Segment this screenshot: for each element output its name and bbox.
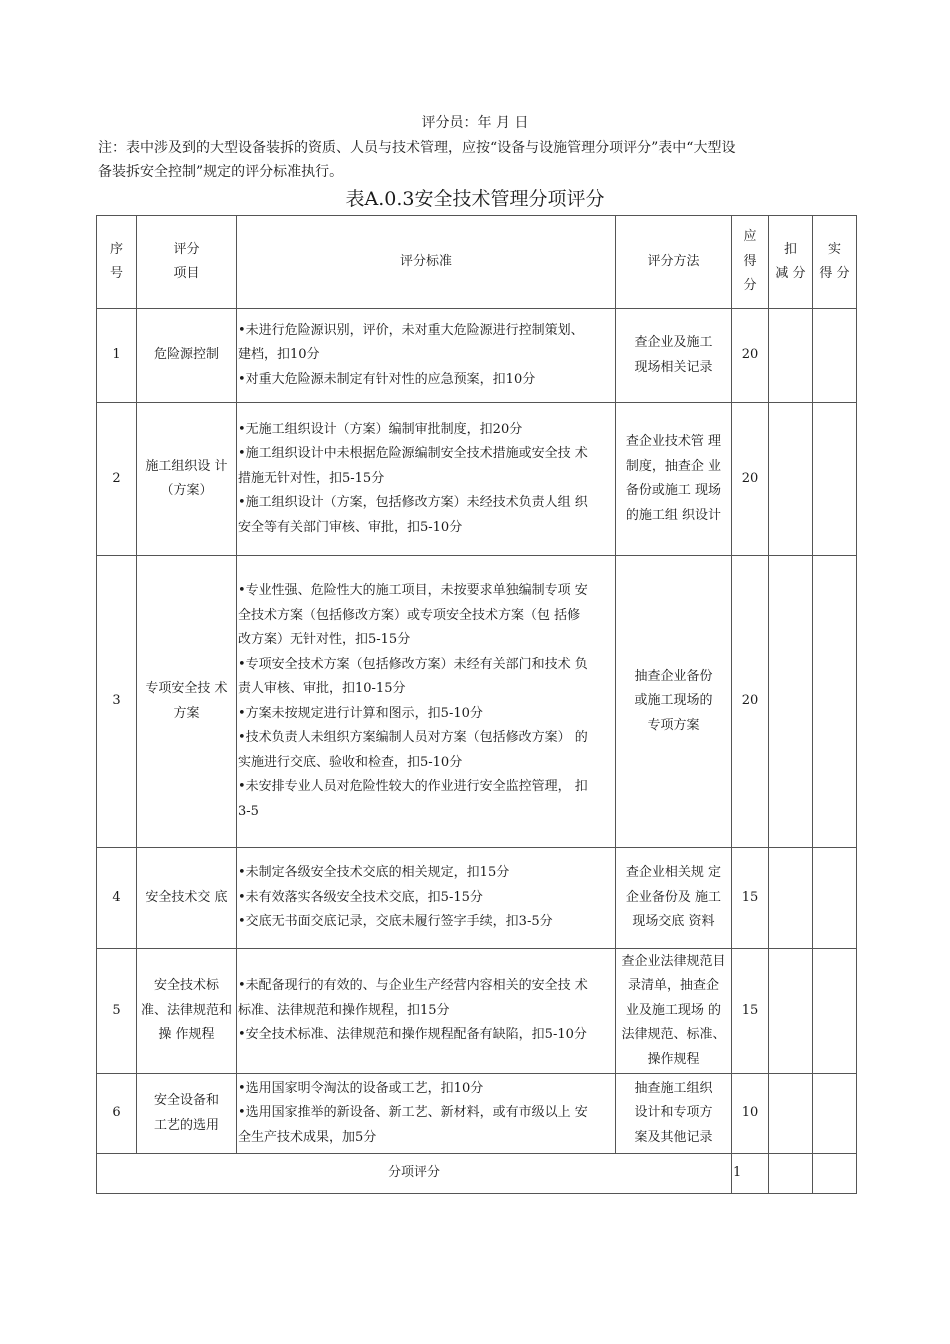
- row-due-score: 15: [732, 949, 769, 1074]
- row-seq: 5: [97, 949, 137, 1074]
- table-row: [97, 403, 857, 556]
- header-seq: 序 号: [97, 216, 137, 309]
- row-item: 危险源控制: [137, 309, 237, 403]
- row-item: 安全技术交 底: [137, 848, 237, 949]
- scoring-table: [96, 215, 857, 1194]
- header-method: 评分方法: [616, 216, 732, 309]
- row-standard: •无施工组织设计（方案）编制审批制度，扣20分 •施工组织设计中未根据危险源编制安全技术措施或安全技 术 措施无针对性，扣5-15分 •施工组织设计（方案，包括修改方案）未经技术负责人组 织 安全等有关部门审核、审批，扣5-10分: [237, 403, 616, 556]
- row-actual-cell: [813, 556, 857, 848]
- subtotal-label: 分项评分: [97, 1154, 732, 1194]
- row-method: 查企业法律规范目 录清单，抽查企 业及施工现场 的 法律规范、标准、 操作规程: [616, 949, 732, 1074]
- row-item: 施工组织设 计 （方案）: [137, 403, 237, 556]
- table-note: [98, 136, 858, 184]
- subtotal-deduct-cell: [769, 1154, 813, 1194]
- row-seq: 1: [97, 309, 137, 403]
- row-method: 查企业技术管 理 制度，抽查企 业 备份或施工 现场 的施工组 织设计: [616, 403, 732, 556]
- subtotal-row: [97, 1154, 857, 1194]
- note-line-2: 备装拆安全控制”规定的评分标准执行。: [98, 164, 344, 180]
- row-item: 安全技术标 准、法律规范和 操 作规程: [137, 949, 237, 1074]
- row-item: 安全设备和 工艺的选用: [137, 1074, 237, 1154]
- subtotal-due: 1: [732, 1154, 769, 1194]
- row-item: 专项安全技 术 方案: [137, 556, 237, 848]
- row-deduct-cell: [769, 1074, 813, 1154]
- table-title: 表A.0.3安全技术管理分项评分: [345, 188, 605, 210]
- subtotal-actual-cell: [813, 1154, 857, 1194]
- row-standard: •专业性强、危险性大的施工项目，未按要求单独编制专项 安 全技术方案（包括修改方案）或专项安全技术方案（包 括修 改方案）无针对性，扣5-15分 •专项安全技术方案（包括修改方案）未经有关部门和技术 负 责人审核、审批，扣10-15分 •方案未按规定进行计算和图示，扣5-10分 •技术负责人未组织方案编制人员对方案（包括修改方案） 的 实施进行交底、验收和检查，扣5-10分 •未安排专业人员对危险性较大的作业进行安全监控管理， 扣 3-5: [237, 556, 616, 848]
- row-actual-cell: [813, 949, 857, 1074]
- header-standard: 评分标准: [237, 216, 616, 309]
- row-due-score: 20: [732, 556, 769, 848]
- row-actual-cell: [813, 403, 857, 556]
- table-row: [97, 1074, 857, 1154]
- row-deduct-cell: [769, 309, 813, 403]
- row-standard: •未配备现行的有效的、与企业生产经营内容相关的安全技 术 标准、法律规范和操作规程，扣15分 •安全技术标准、法律规范和操作规程配备有缺陷，扣5-10分: [237, 949, 616, 1074]
- row-due-score: 20: [732, 309, 769, 403]
- row-seq: 4: [97, 848, 137, 949]
- row-standard: •未制定各级安全技术交底的相关规定，扣15分 •未有效落实各级安全技术交底，扣5-15分 •交底无书面交底记录，交底未履行签字手续，扣3-5分: [237, 848, 616, 949]
- row-seq: 2: [97, 403, 137, 556]
- row-actual-cell: [813, 1074, 857, 1154]
- header-actual: 实 得 分: [813, 216, 857, 309]
- header-due: 应 得 分: [732, 216, 769, 309]
- row-actual-cell: [813, 309, 857, 403]
- row-seq: 6: [97, 1074, 137, 1154]
- row-method: 抽查企业备份 或施工现场的 专项方案: [616, 556, 732, 848]
- header-row: [97, 216, 857, 309]
- table-row: [97, 309, 857, 403]
- table-row: [97, 949, 857, 1074]
- row-due-score: 15: [732, 848, 769, 949]
- row-seq: 3: [97, 556, 137, 848]
- header-deduct: 扣 减 分: [769, 216, 813, 309]
- row-method: 查企业及施工 现场相关记录: [616, 309, 732, 403]
- row-due-score: 20: [732, 403, 769, 556]
- header-item: 评分 项目: [137, 216, 237, 309]
- row-deduct-cell: [769, 949, 813, 1074]
- evaluator-date-line: 评分员：年 月 日: [421, 115, 529, 131]
- row-deduct-cell: [769, 848, 813, 949]
- table-row: [97, 556, 857, 848]
- row-method: 查企业相关规 定 企业备份及 施工 现场交底 资料: [616, 848, 732, 949]
- row-actual-cell: [813, 848, 857, 949]
- row-deduct-cell: [769, 556, 813, 848]
- row-standard: •选用国家明令淘汰的设备或工艺，扣10分 •选用国家推举的新设备、新工艺、新材料，或有市级以上 安 全生产技术成果，加5分: [237, 1074, 616, 1154]
- note-line-1: 注：表中涉及到的大型设备装拆的资质、人员与技术管理，应按“设备与设施管理分项评分”表中“大型设: [98, 140, 736, 156]
- row-standard: •未进行危险源识别，评价，未对重大危险源进行控制策划、 建档，扣10分 •对重大危险源未制定有针对性的应急预案，扣10分: [237, 309, 616, 403]
- row-method: 抽查施工组织 设计和专项方 案及其他记录: [616, 1074, 732, 1154]
- row-deduct-cell: [769, 403, 813, 556]
- row-due-score: 10: [732, 1074, 769, 1154]
- table-row: [97, 848, 857, 949]
